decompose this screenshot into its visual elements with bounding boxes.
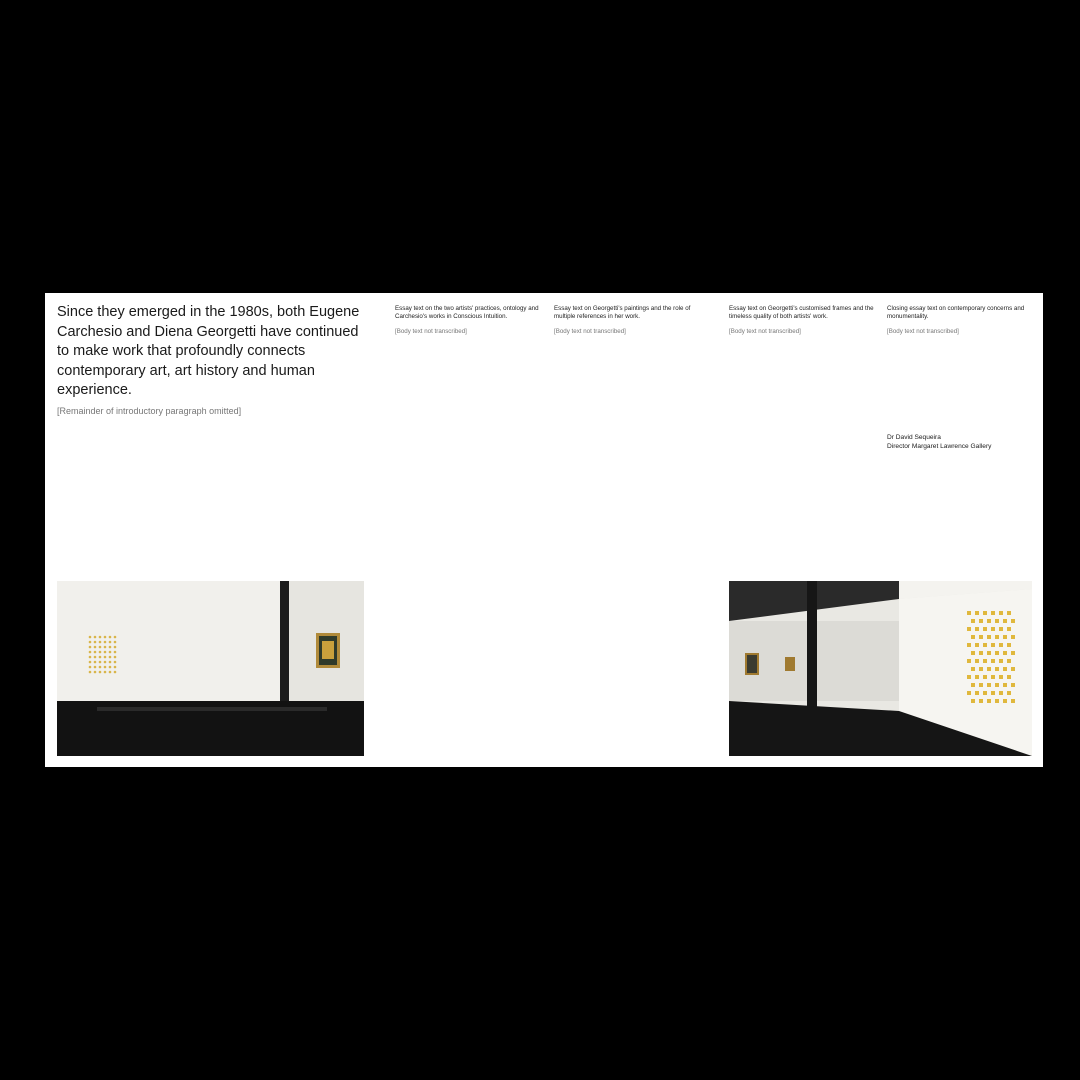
dot (975, 611, 979, 615)
dot (999, 675, 1003, 679)
essay-column-4 (887, 305, 1033, 336)
dot (975, 691, 979, 695)
column-summary: Essay text on Georgetti's paintings and the role of multiple references in her work. (554, 305, 691, 321)
dot (89, 641, 92, 644)
essay-column-3 (729, 305, 875, 336)
dot (991, 627, 995, 631)
dot (967, 691, 971, 695)
dot (987, 619, 991, 623)
dot (99, 646, 102, 649)
column-summary: Essay text on Georgetti's customised frames and the timeless quality of both artists' work. (729, 305, 874, 321)
dot (967, 659, 971, 663)
dot (1011, 651, 1015, 655)
dot (975, 627, 979, 631)
dot (94, 661, 97, 664)
dot (995, 651, 999, 655)
dot (967, 675, 971, 679)
dot (99, 666, 102, 669)
gallery-installation-photo-2 (729, 581, 1032, 756)
dot (987, 683, 991, 687)
dot (99, 651, 102, 654)
dot (979, 699, 983, 703)
dot (109, 666, 112, 669)
column-note: [Body text not transcribed] (395, 327, 467, 335)
dot (983, 675, 987, 679)
dot (1011, 683, 1015, 687)
dot (971, 619, 975, 623)
dot (995, 619, 999, 623)
dot (971, 651, 975, 655)
dot (971, 667, 975, 671)
dot (979, 667, 983, 671)
dot (89, 671, 92, 674)
dot (987, 667, 991, 671)
dot (104, 641, 107, 644)
black-column (280, 581, 289, 707)
dot (1007, 627, 1011, 631)
dot (975, 659, 979, 663)
dot (94, 636, 97, 639)
dot (94, 646, 97, 649)
dot (1003, 683, 1007, 687)
dot (104, 651, 107, 654)
dot (1003, 667, 1007, 671)
dot (109, 636, 112, 639)
dot (999, 659, 1003, 663)
column-note: [Body text not transcribed] (554, 327, 626, 335)
dot (94, 641, 97, 644)
lead-excerpt: Since they emerged in the 1980s, both Eugene Carchesio and Diena Georgetti have continued to make work that profoundly connects contemporary art, art history and human experience. (57, 304, 360, 398)
dot (114, 636, 117, 639)
dot (94, 671, 97, 674)
dot (983, 659, 987, 663)
dot (104, 636, 107, 639)
dot (94, 651, 97, 654)
dot (109, 671, 112, 674)
dot (983, 627, 987, 631)
dot (109, 641, 112, 644)
dot (991, 659, 995, 663)
column-summary: Closing essay text on contemporary concerns and monumentality. (887, 305, 1025, 321)
dot (995, 667, 999, 671)
dot (987, 651, 991, 655)
dot (1003, 651, 1007, 655)
lead-paragraph (57, 303, 373, 418)
dot (979, 619, 983, 623)
essay-column-1 (395, 305, 541, 336)
lead-omitted-note: [Remainder of introductory paragraph omitted] (57, 405, 242, 416)
dot (104, 671, 107, 674)
dot (114, 666, 117, 669)
dot (995, 699, 999, 703)
dot (89, 636, 92, 639)
dot (987, 635, 991, 639)
dot (1003, 699, 1007, 703)
dot (975, 643, 979, 647)
dot (99, 641, 102, 644)
dot (114, 661, 117, 664)
dot (971, 699, 975, 703)
framed-painting (316, 633, 340, 668)
dot (975, 675, 979, 679)
dot (979, 683, 983, 687)
catalogue-spread (45, 293, 1043, 767)
credit-author: Dr David Sequeira (887, 434, 941, 441)
dot (967, 611, 971, 615)
credit-role: Director Margaret Lawrence Gallery (887, 443, 992, 450)
dot (1011, 619, 1015, 623)
dot (114, 646, 117, 649)
dot (109, 661, 112, 664)
dot (1011, 667, 1015, 671)
dot (114, 671, 117, 674)
dot (104, 666, 107, 669)
dot (104, 661, 107, 664)
essay-credit (887, 433, 991, 451)
dot (979, 635, 983, 639)
dot (999, 611, 1003, 615)
dot (94, 666, 97, 669)
dot (967, 627, 971, 631)
dot (987, 699, 991, 703)
dot (999, 643, 1003, 647)
dot (1007, 691, 1011, 695)
dot (89, 656, 92, 659)
dot (1007, 675, 1011, 679)
column-note: [Body text not transcribed] (887, 327, 959, 335)
dot (999, 627, 1003, 631)
dot (971, 683, 975, 687)
dot (979, 651, 983, 655)
dot (999, 691, 1003, 695)
dot (991, 691, 995, 695)
column-summary: Essay text on the two artists' practices, ontology and Carchesio's works in Conscious Intuition. (395, 305, 539, 321)
dot (1011, 699, 1015, 703)
dot (1007, 659, 1011, 663)
dot (99, 661, 102, 664)
dot (983, 643, 987, 647)
dot (109, 651, 112, 654)
dot (1003, 619, 1007, 623)
dot (1003, 635, 1007, 639)
dot (995, 635, 999, 639)
dot (114, 656, 117, 659)
dot (114, 651, 117, 654)
dot (99, 656, 102, 659)
dot (991, 643, 995, 647)
dot (89, 646, 92, 649)
dot (94, 656, 97, 659)
dot (983, 691, 987, 695)
gallery-installation-photo-1 (57, 581, 364, 756)
dot (1007, 611, 1011, 615)
dot (104, 656, 107, 659)
dot (109, 646, 112, 649)
dot (991, 675, 995, 679)
dot (967, 643, 971, 647)
dot (1011, 635, 1015, 639)
dot (114, 641, 117, 644)
dot (89, 651, 92, 654)
dot (89, 666, 92, 669)
dot (109, 656, 112, 659)
dot (99, 671, 102, 674)
dot (104, 646, 107, 649)
dot (991, 611, 995, 615)
dot (971, 635, 975, 639)
essay-column-2 (554, 305, 700, 336)
dot (1007, 643, 1011, 647)
column-note: [Body text not transcribed] (729, 327, 801, 335)
dot (983, 611, 987, 615)
dot (89, 661, 92, 664)
dot (995, 683, 999, 687)
dot (99, 636, 102, 639)
